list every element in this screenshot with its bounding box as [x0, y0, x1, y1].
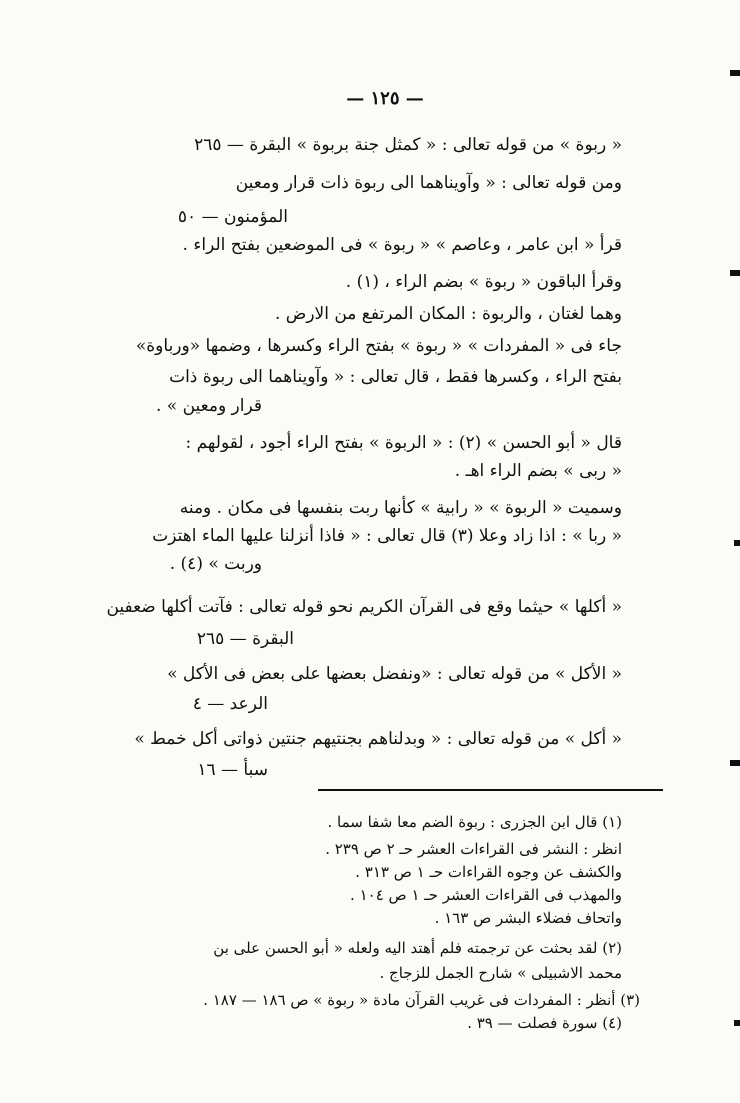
footnote-line: والكشف عن وجوه القراءات حـ ١ ص ٣١٣ . [355, 863, 622, 881]
body-line: « الأكل » من قوله تعالى : «ونفضل بعضها على بعض فى الأكل » [167, 664, 622, 684]
scan-edge-mark [734, 540, 740, 546]
body-line: قال « أبو الحسن » (٢) : « الربوة » بفتح الراء أجود ، لقولهم : [185, 433, 622, 453]
footnote-line: والمهذب فى القراءات العشر حـ ١ ص ١٠٤ . [350, 886, 622, 904]
footnote-line: انظر : النشر فى القراءات العشر حـ ٢ ص ٢٣٩ . [325, 840, 622, 858]
body-line: وهما لغتان ، والربوة : المكان المرتفع من الارض . [274, 304, 622, 324]
body-line: « ربى » بضم الراء اهـ . [454, 461, 622, 481]
page-number: — ١٢٥ — [346, 88, 424, 109]
body-line: بفتح الراء ، وكسرها فقط ، قال تعالى : « وآويناهما الى ربوة ذات [169, 367, 622, 387]
body-line: ومن قوله تعالى : « وآويناهما الى ربوة ذات قرار ومعين [235, 173, 622, 193]
body-line: سبأ — ١٦ [197, 760, 268, 780]
body-line: البقرة — ٢٦٥ [196, 629, 294, 649]
footnote-line: (١) قال ابن الجزرى : ربوة الضم معا شفا سما . [327, 813, 622, 831]
footnote-line: محمد الاشبيلى » شارح الجمل للزجاج . [379, 964, 622, 982]
footnote-line: (٢) لقد بحثت عن ترجمته فلم أهتد اليه ولعله « أبو الحسن على بن [213, 939, 622, 957]
body-line: قرار ومعين » . [155, 396, 262, 416]
scan-edge-mark [730, 270, 740, 276]
body-line: « ربوة » من قوله تعالى : « كمثل جنة بربوة » البقرة — ٢٦٥ [194, 135, 622, 155]
body-line: جاء فى « المفردات » « ربوة » بفتح الراء وكسرها ، وضمها «ورباوة» [135, 336, 622, 356]
body-line: وقرأ الباقون « ربوة » بضم الراء ، (١) . [345, 272, 622, 292]
footnote-line: (٣) أنظر : المفردات فى غريب القرآن مادة « ربوة » ص ١٨٦ — ١٨٧ . [203, 991, 640, 1009]
body-line: الرعد — ٤ [192, 694, 268, 714]
body-line: وربت » (٤) . [169, 554, 262, 574]
body-line: « أكل » من قوله تعالى : « وبدلناهم بجنتيهم جنتين ذواتى أكل خمط » [134, 729, 622, 749]
footnote-line: (٤) سورة فصلت — ٣٩ . [467, 1014, 622, 1032]
footnote-separator [318, 789, 663, 791]
body-line: المؤمنون — ٥٠ [177, 207, 288, 227]
body-line: وسميت « الربوة » « رابية » كأنها ربت بنفسها فى مكان . ومنه [179, 498, 622, 518]
footnote-line: واتحاف فضلاء البشر ص ١٦٣ . [434, 909, 622, 927]
body-line: « أكلها » حيثما وقع فى القرآن الكريم نحو قوله تعالى : فآتت أكلها ضعفين [106, 597, 622, 617]
body-line: « ربا » : اذا زاد وعلا (٣) قال تعالى : « فاذا أنزلنا عليها الماء اهتزت [152, 526, 622, 546]
scan-edge-mark [734, 1020, 740, 1026]
body-line: قرأ « ابن عامر ، وعاصم » « ربوة » فى الموضعين بفتح الراء . [182, 235, 622, 255]
scan-edge-mark [730, 70, 740, 76]
scan-edge-mark [730, 760, 740, 766]
